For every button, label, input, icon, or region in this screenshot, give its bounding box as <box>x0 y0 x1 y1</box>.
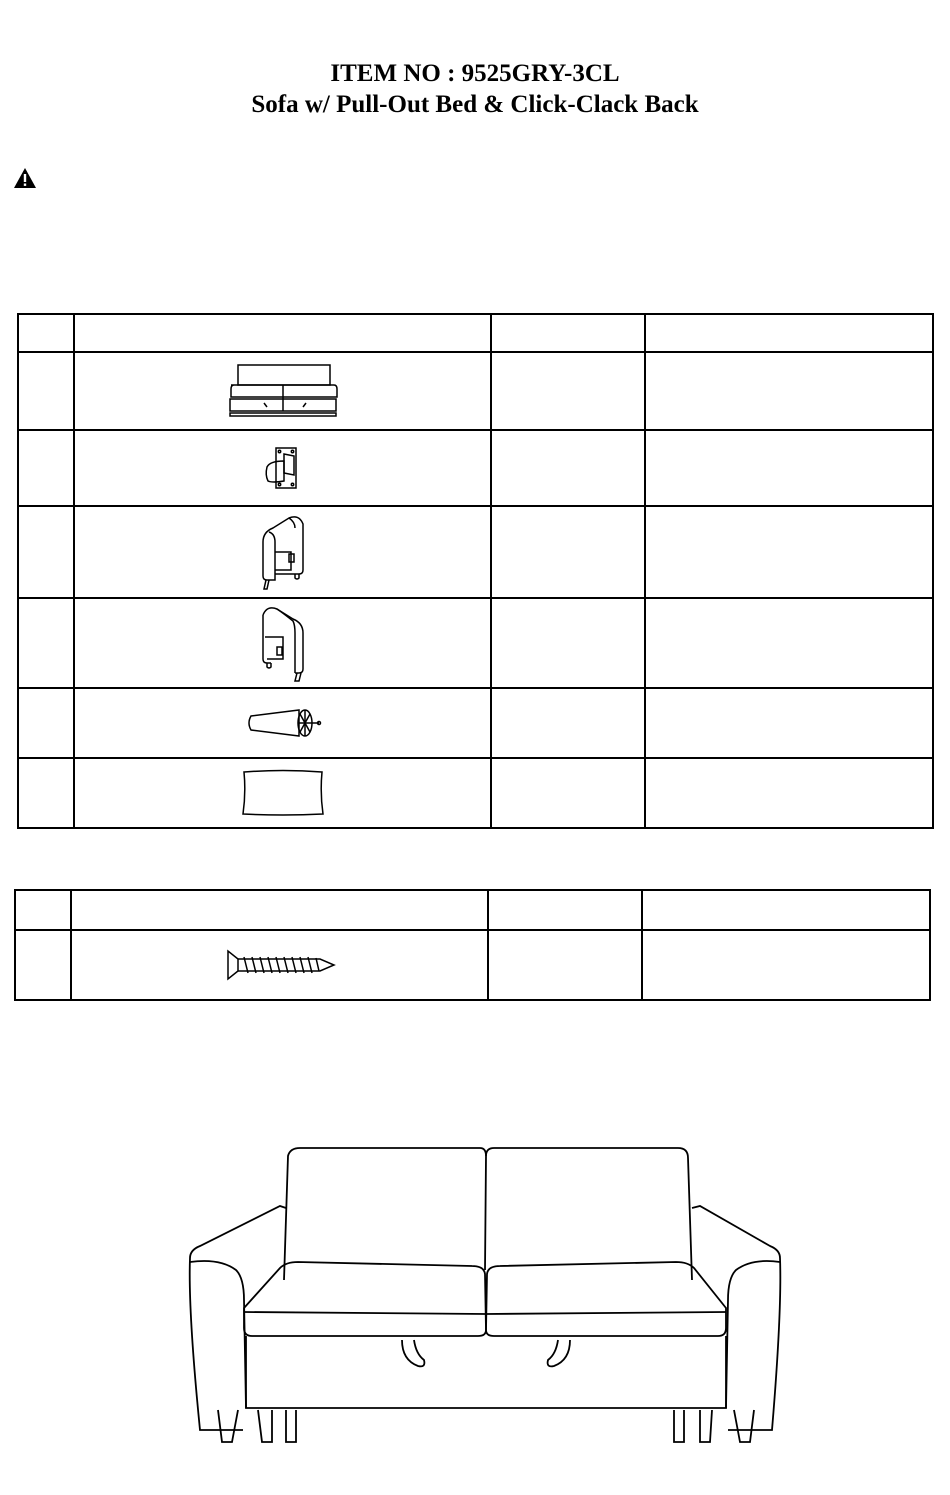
table-row <box>18 688 933 758</box>
table-row <box>18 352 933 430</box>
assembled-sofa-icon <box>180 1140 790 1450</box>
product-name: Sofa w/ Pull-Out Bed & Click-Clack Back <box>251 91 699 118</box>
leg-icon <box>243 706 323 740</box>
hardware-table <box>14 889 931 1001</box>
sofa-body-icon <box>228 363 338 419</box>
document-title <box>0 58 950 120</box>
bracket-icon <box>262 445 304 491</box>
left-armrest-icon <box>255 512 311 592</box>
table-row <box>18 598 933 688</box>
right-armrest-icon <box>255 603 311 683</box>
parts-table <box>17 313 934 829</box>
warning-triangle-icon <box>13 167 37 189</box>
table-header-row <box>15 890 930 930</box>
table-row <box>18 506 933 598</box>
item-number: ITEM NO : 9525GRY-3CL <box>330 60 620 87</box>
screw-icon <box>224 949 336 981</box>
cushion-icon <box>240 768 326 818</box>
table-row <box>18 430 933 506</box>
table-row <box>18 758 933 828</box>
table-header-row <box>18 314 933 352</box>
table-row <box>15 930 930 1000</box>
